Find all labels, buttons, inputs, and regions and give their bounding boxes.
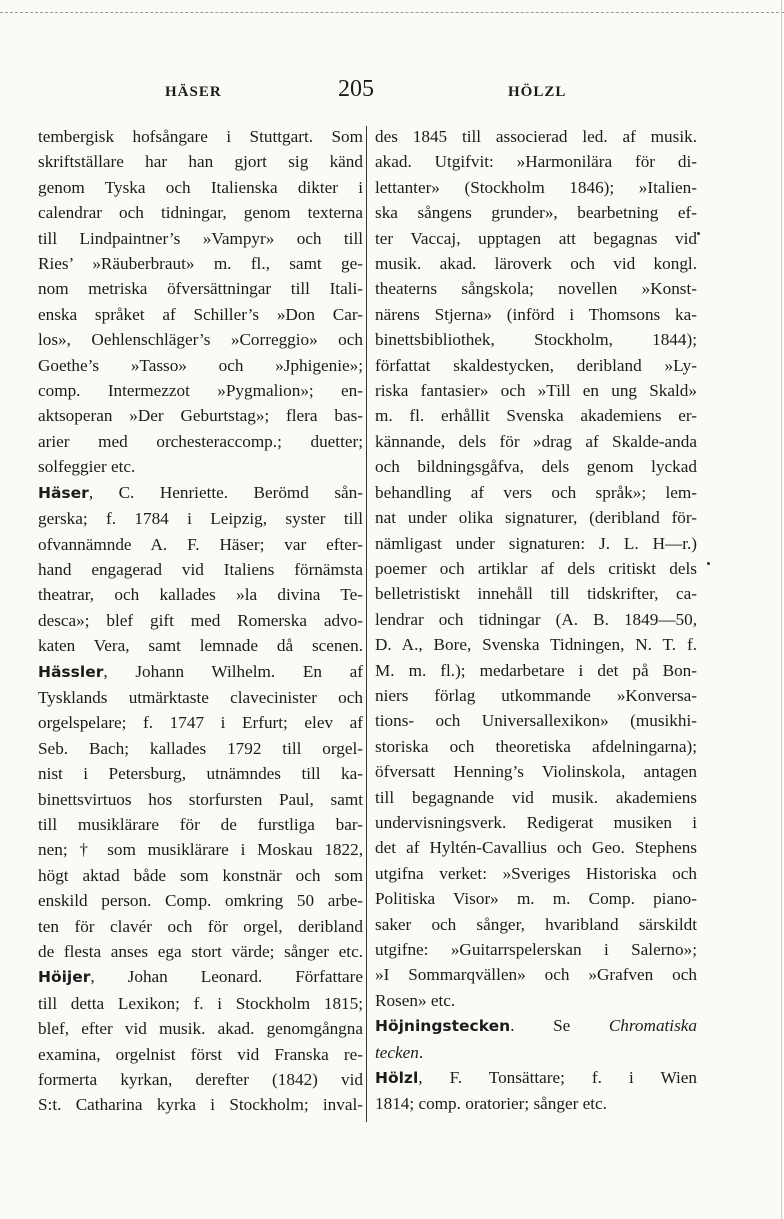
text-line: formerta kyrkan, derefter (1842) vid	[38, 1070, 363, 1090]
text-line: tions- och Universallexikon» (musikhi-	[375, 711, 697, 731]
text-line: musik. akad. läroverk och vid kongl.	[375, 254, 697, 274]
text-line: saker och sånger, hvaribland särskildt	[375, 914, 697, 934]
text-line: det af Hyltén-Cavallius och Geo. Stephens	[375, 838, 697, 858]
text-line: theaterns sångskola; novellen »Konst-	[375, 279, 697, 299]
text-line: solfeggier etc.	[38, 457, 136, 477]
text-line: till begagnande vid musik. akademiens	[375, 787, 697, 807]
entry-first-line-text: . Se	[510, 1016, 571, 1036]
text-line: orgelspelare; f. 1747 i Erfurt; elev af	[38, 713, 363, 733]
headword: Hässler	[38, 662, 104, 681]
text-line: des 1845 till associerad led. af musik.	[375, 127, 697, 146]
page-number: 205	[338, 76, 374, 102]
text-line: storiska och theoretiska afdelningarna);	[375, 736, 697, 756]
top-scan-rule	[0, 12, 784, 13]
text-line: niers förlag utkommande »Konversa-	[375, 685, 697, 705]
text-line: Goethe’s »Tasso» och »Jphigenie»;	[38, 355, 363, 375]
right-column	[375, 124, 697, 1124]
text-line: D. A., Bore, Svenska Tidningen, N. T. f.	[375, 635, 697, 655]
text-line: nist i Petersburg, utnämndes till ka-	[38, 764, 363, 784]
entry-first-line	[38, 659, 363, 685]
text-line: öfversatt Henning’s Violinskola, antagen	[375, 762, 697, 782]
column-divider	[366, 126, 367, 1122]
text-line: los», Oehlenschläger’s »Correggio» och	[38, 330, 363, 350]
entry-hoijer	[38, 964, 363, 1117]
text-line: belletristiskt innehåll till tidskrifter, ca-	[375, 584, 697, 604]
text-line: utgifna verket: »Sveriges Historiska och	[375, 863, 697, 883]
text-line: närens Stjerna» (införd i Thomsons ka-	[375, 304, 697, 324]
text-line: binettsbibliothek, Stockholm, 1844);	[375, 330, 697, 350]
text-line: theatrar, och kallades »la divina Te-	[38, 585, 363, 605]
headword: Häser	[38, 483, 89, 502]
entry-first-line	[38, 964, 363, 990]
cross-reference-cont: tecken	[375, 1042, 419, 1062]
text-line: ska sångens grunder», bearbetning ef-	[375, 203, 697, 223]
text-line: akad. Utgifvit: »Harmonilära för di-	[375, 152, 697, 172]
entry-continuation-intro	[38, 124, 363, 480]
entry-haser	[38, 480, 363, 659]
text-line: desca»; blef gift med Romerska advo-	[38, 610, 363, 630]
text-line: undervisningsverk. Redigerat musiken i	[375, 812, 697, 832]
text-line: författat skaldestycken, deribland »Ly-	[375, 355, 697, 375]
print-speck	[707, 562, 710, 565]
text-line: tembergisk hofsångare i Stuttgart. Som	[38, 127, 363, 146]
text-line: S:t. Catharina kyrka i Stockholm; inval-	[38, 1095, 363, 1115]
entry-first-line-text: , Johan Leonard. Författare	[90, 967, 363, 987]
text-line: Rosen» etc.	[375, 990, 456, 1010]
entry-continuation-hoijer	[375, 124, 697, 1013]
text-line: genom Tyska och Italienska dikter i	[38, 177, 363, 197]
text-line: aktsoperan »Der Geburtstag»; flera bas-	[38, 406, 363, 426]
cross-reference-end: .	[418, 1042, 424, 1062]
text-line: blef, efter vid musik. akad. genomgångna	[38, 1019, 363, 1039]
text-line: och bildningsgåfva, dels genom lyckad	[375, 457, 697, 477]
entry-holzl	[375, 1065, 697, 1117]
text-line: utgifne: »Guitarrspelerskan i Salerno»;	[375, 940, 697, 959]
text-line: behandling af vers och språk»; lem-	[375, 482, 697, 502]
text-line: till musiklärare för de furstliga bar-	[38, 814, 363, 834]
text-line: nen; † som musiklärare i Moskau 1822,	[38, 840, 363, 860]
entry-first-line-text: , F. Tonsättare; f. i Wien	[418, 1068, 697, 1088]
print-speck	[697, 232, 700, 235]
text-line: examina, orgelnist först vid Franska re-	[38, 1044, 363, 1064]
entry-first-line	[375, 1065, 697, 1091]
text-line: Ries’ »Räuberbraut» m. fl., samt ge-	[38, 254, 363, 274]
text-line: riska fantasier» och »Till en ung Skald»	[375, 381, 697, 401]
left-column	[38, 124, 363, 1124]
text-line: enskild person. Comp. omkring 50 arbe-	[38, 891, 363, 911]
text-line	[375, 1040, 697, 1065]
text-line: ten för clavér och för orgel, deribland	[38, 916, 363, 936]
text-line: gerska; f. 1784 i Leipzig, syster till	[38, 509, 363, 529]
text-line: ter Vaccaj, upptagen att begagnas vid	[375, 228, 697, 248]
text-line: Tysklands utmärktaste clavecinister och	[38, 687, 363, 707]
text-line: calendrar och tidningar, genom texterna	[38, 203, 363, 223]
text-line: binettsvirtuos hos storfursten Paul, samt	[38, 789, 363, 809]
headword: Höijer	[38, 968, 91, 987]
text-line: arier med orchesteraccomp.; duetter;	[38, 431, 363, 451]
text-line: lendrar och tidningar (A. B. 1849—50,	[375, 609, 697, 629]
text-line: högt aktad både som konstnär och som	[38, 865, 363, 885]
running-head-left: HÄSER	[165, 84, 222, 100]
entry-first-line-text: , C. Henriette. Berömd sån-	[88, 482, 363, 502]
text-line: 1814; comp. oratorier; sånger etc.	[375, 1094, 607, 1114]
text-line: skriftställare har han gjort sig känd	[38, 152, 363, 172]
text-line: nat under olika signaturer, (deribland för-	[375, 508, 697, 528]
text-line: m. fl. erhållit Svenska akademiens er-	[375, 406, 697, 426]
page-edge-line	[781, 0, 782, 1219]
entry-hassler	[38, 659, 363, 965]
headword: Hölzl	[375, 1069, 419, 1088]
text-line: M. m. fl.); medarbetare i det på Bon-	[375, 660, 697, 680]
text-line: till detta Lexikon; f. i Stockholm 1815;	[38, 993, 363, 1013]
text-line: comp. Intermezzot »Pygmalion»; en-	[38, 381, 363, 401]
text-line: till Lindpaintner’s »Vampyr» och till	[38, 228, 363, 248]
headword: Höjningstecken	[375, 1017, 511, 1036]
text-line: poemer och artiklar af dels critiskt dels	[375, 558, 697, 578]
text-line: Seb. Bach; kallades 1792 till orgel-	[38, 738, 363, 758]
text-line: »I Sommarqvällen» och »Grafven och	[375, 965, 697, 985]
text-line: hand engagerad vid Italiens förnämsta	[38, 559, 363, 579]
text-line: lettanter» (Stockholm 1846); »Italien-	[375, 177, 697, 197]
entry-hojningstecken	[375, 1013, 697, 1065]
cross-reference: Chromatiska	[608, 1016, 697, 1036]
text-line: nom metriska öfversättningar till Itali-	[38, 279, 363, 299]
entry-first-line	[38, 480, 363, 506]
entry-first-line	[375, 1013, 697, 1039]
text-line: ofvannämnde A. F. Häser; var efter-	[38, 534, 363, 554]
text-line: enska språket af Schiller’s »Don Car-	[38, 304, 363, 324]
text-line: de flesta anses ega stort värde; sånger etc.	[38, 942, 363, 961]
entry-first-line-text: , Johann Wilhelm. En af	[103, 661, 363, 681]
running-head-right: HÖLZL	[508, 84, 567, 100]
text-line: katen Vera, samt lemnade då scenen.	[38, 636, 363, 656]
text-line: nämligast under signaturen: J. L. H—r.)	[375, 533, 697, 553]
text-line: kännande, dels för »drag af Skalde-anda	[375, 431, 697, 451]
text-line: Politiska Visor» m. m. Comp. piano-	[375, 889, 697, 909]
